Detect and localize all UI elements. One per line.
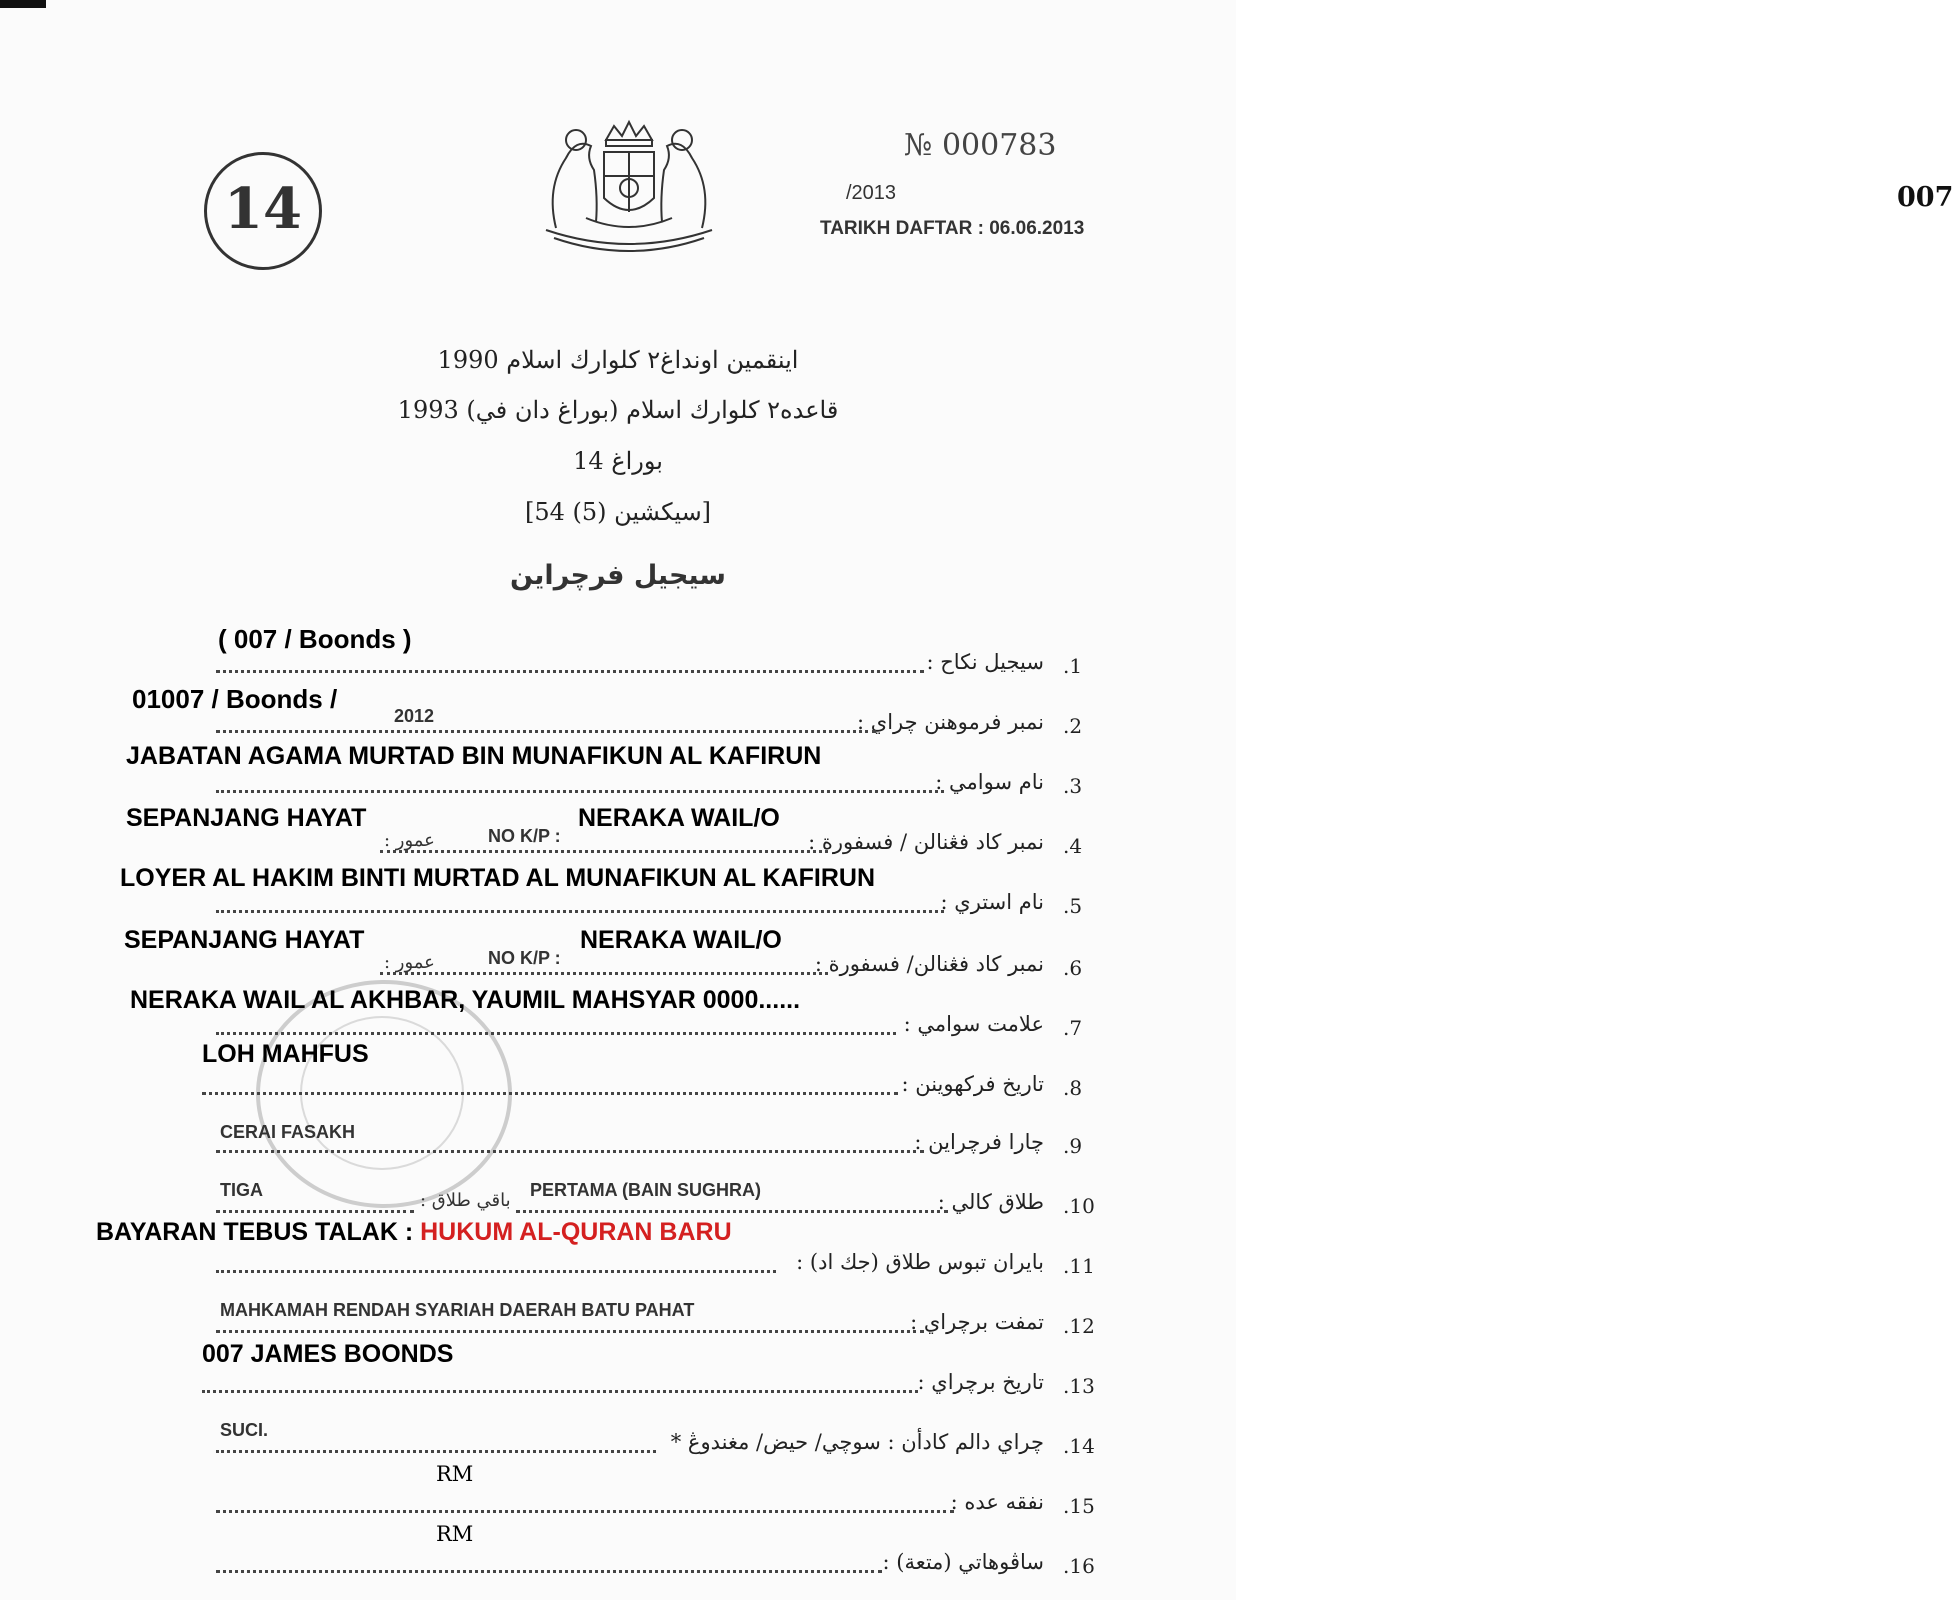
field-value-suffix: 2012 <box>394 706 435 726</box>
fill-line <box>516 1210 948 1213</box>
field-label: نام استري : <box>940 890 1044 914</box>
field-inline-label: باقي طلاق : <box>420 1190 511 1211</box>
fill-line <box>216 730 876 733</box>
heading-line-3: بوراغ 14 <box>573 447 663 475</box>
field-value: LOH MAHFUS <box>202 1040 369 1068</box>
serial-value: 000783 <box>941 128 1057 163</box>
serial-prefix: № <box>904 128 933 163</box>
field-value: MAHKAMAH RENDAH SYARIAH DAERAH BATU PAHAT <box>220 1300 695 1320</box>
field-value: PERTAMA (BAIN SUGHRA) <box>530 1180 761 1200</box>
field-number: .13 <box>1063 1374 1095 1398</box>
fill-line <box>216 1330 924 1333</box>
field-number: .12 <box>1063 1314 1095 1338</box>
field-value-prefix: BAYARAN TEBUS TALAK : <box>96 1218 414 1246</box>
field-inline-value: SEPANJANG HAYAT <box>124 926 365 954</box>
field-value: 01007 / Boonds / <box>132 684 338 714</box>
field-label: بايران تبوس طلاق (جك اد) : <box>796 1250 1044 1274</box>
field-value: NERAKA WAIL AL AKHBAR, YAUMIL MAHSYAR 0000...... <box>130 986 801 1014</box>
fill-line <box>216 1210 414 1213</box>
field-number: .14 <box>1063 1434 1095 1458</box>
fill-line <box>216 790 944 793</box>
field-label: چارا فرچراين : <box>914 1130 1044 1154</box>
fill-line <box>216 1150 924 1153</box>
field-value: SUCI. <box>220 1420 269 1440</box>
form-number-badge: 14 <box>204 152 322 270</box>
coat-of-arms-emblem <box>536 118 722 253</box>
reference-value: 007 <box>1897 182 1953 213</box>
field-label: نام سوامي : <box>935 770 1044 794</box>
id-label: NO K/P : <box>488 826 561 846</box>
fill-line <box>202 1390 918 1393</box>
field-label: نفقه عده : <box>950 1490 1044 1514</box>
field-label: تاريخ فركهوينن : <box>901 1072 1044 1096</box>
reference-year: /2013 <box>846 182 897 204</box>
field-label: نمبر فرموهنن چراي : <box>857 710 1044 734</box>
fill-line <box>216 1570 882 1573</box>
field-value-line <box>96 1218 732 1247</box>
field-inline-label: عمور : <box>384 830 435 851</box>
field-label: سيجيل نكاح : <box>926 650 1044 674</box>
field-value: JABATAN AGAMA MURTAD BIN MUNAFIKUN AL KAFIRUN <box>126 742 822 770</box>
scan-corner-mark <box>0 0 46 8</box>
field-number: .2 <box>1063 714 1083 738</box>
field-value: NERAKA WAIL/O <box>578 804 780 832</box>
field-value: HUKUM AL-QURAN BARU <box>420 1218 732 1246</box>
field-value: RM <box>436 1462 474 1486</box>
field-value: 007 JAMES BOONDS <box>202 1340 454 1368</box>
heading-line-2: قاعده٢ كلوارك اسلام (بوراغ دان في) 1993 <box>397 396 839 424</box>
field-value: ( 007 / Boonds ) <box>218 624 412 654</box>
field-label: تمفت برچراي : <box>910 1310 1044 1334</box>
field-number: .11 <box>1063 1254 1095 1278</box>
heading-line-4: [سيكشين (5) 54] <box>524 498 712 526</box>
field-number: .3 <box>1063 774 1083 798</box>
fill-line <box>216 1510 954 1513</box>
fill-line <box>216 670 924 673</box>
fill-line <box>216 910 944 913</box>
field-inline-value: SEPANJANG HAYAT <box>126 804 367 832</box>
field-number: .5 <box>1063 894 1083 918</box>
reference-number <box>834 182 1953 213</box>
fill-line <box>380 972 828 975</box>
field-number: .9 <box>1063 1134 1083 1158</box>
fill-line <box>380 850 828 853</box>
field-value: LOYER AL HAKIM BINTI MURTAD AL MUNAFIKUN AL KAFIRUN <box>120 864 876 892</box>
field-number: .10 <box>1063 1194 1095 1218</box>
field-label: نمبر كاد فڠنالن / فسفورة : <box>808 830 1044 854</box>
registration-date: TARIKH DAFTAR : 06.06.2013 <box>820 218 1085 239</box>
id-label: NO K/P : <box>488 948 561 968</box>
field-inline-value: TIGA <box>220 1180 263 1200</box>
field-number: .1 <box>1063 654 1083 678</box>
field-label: ساڤوهاتي (متعة) : <box>882 1550 1044 1574</box>
fill-line <box>216 1032 896 1035</box>
fill-line <box>216 1270 776 1273</box>
fill-line <box>202 1092 898 1095</box>
document-title: سيجيل فرچراين <box>510 560 726 591</box>
field-value: NERAKA WAIL/O <box>580 926 782 954</box>
field-number: .4 <box>1063 834 1083 858</box>
field-inline-label: عمور : <box>384 952 435 973</box>
field-label: طلاق كالي : <box>937 1190 1044 1214</box>
serial-number <box>904 128 1056 163</box>
field-number: .16 <box>1063 1554 1095 1578</box>
field-value: CERAI FASAKH <box>220 1122 356 1142</box>
field-label: تاريخ برچراي : <box>917 1370 1044 1394</box>
field-number: .15 <box>1063 1494 1095 1518</box>
field-number: .7 <box>1063 1016 1083 1040</box>
field-value: RM <box>436 1522 474 1546</box>
field-number: .6 <box>1063 956 1083 980</box>
field-number: .8 <box>1063 1076 1083 1100</box>
fill-line <box>216 1450 656 1453</box>
field-label: نمبر كاد فڠنالن/ فسفورة : <box>814 952 1044 976</box>
heading-line-1: اينقمين اونداغ٢ كلوارك اسلام 1990 <box>437 346 799 374</box>
field-label: چراي دالم كادأن : سوچي/ حيض/ مغندوڠ * <box>670 1430 1044 1454</box>
field-label: علامت سوامي : <box>903 1012 1044 1036</box>
